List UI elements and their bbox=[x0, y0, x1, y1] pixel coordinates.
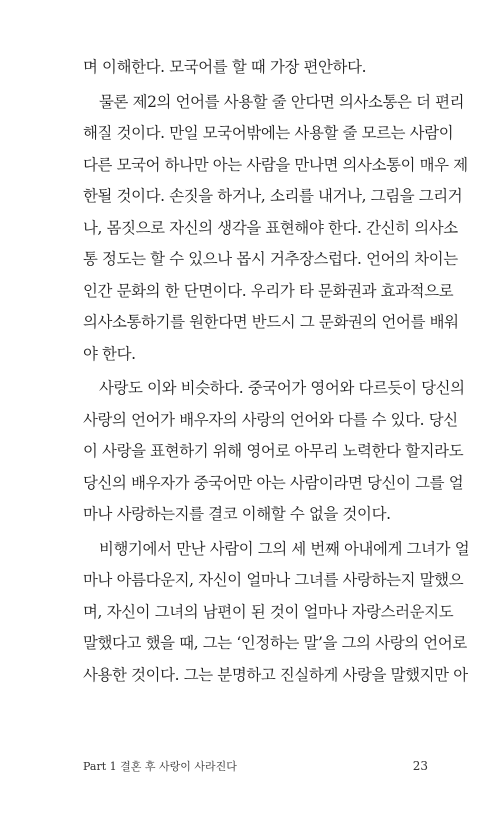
text-line: 당신의 배우자가 중국어만 아는 사람이라면 당신이 그를 얼 bbox=[83, 473, 464, 492]
text-line: 물론 제2의 언어를 사용할 줄 안다면 의사소통은 더 편리 bbox=[99, 92, 465, 111]
text-line: 야 한다. bbox=[83, 344, 136, 363]
text-line: 마나 아름다운지, 자신이 얼마나 그녀를 사랑하는지 말했으 bbox=[83, 571, 464, 589]
text-line: 며 이해한다. 모국어를 할 때 가장 편안하다. bbox=[83, 58, 367, 76]
text-line: 마나 사랑하는지를 결코 이해할 수 없을 것이다. bbox=[83, 505, 391, 523]
text-line: 말했다고 했을 때, 그는 ‘인정하는 말’을 그의 사랑의 언어로 bbox=[83, 634, 467, 652]
text-line: 의사소통하기를 원한다면 반드시 그 문화권의 언어를 배워 bbox=[83, 313, 459, 331]
page-number: 23 bbox=[412, 759, 428, 773]
text-line: 나, 몸짓으로 자신의 생각을 표현해야 한다. 간신히 의사소 bbox=[83, 218, 458, 237]
text-line: 비행기에서 만난 사람이 그의 세 번째 아내에게 그녀가 얼 bbox=[99, 539, 470, 558]
text-line: 통 정도는 할 수 있으나 몹시 거추장스럽다. 언어의 차이는 bbox=[83, 250, 458, 268]
text-line: 한될 것이다. 손짓을 하거나, 소리를 내거나, 그림을 그리거 bbox=[83, 187, 463, 205]
text-line: 다른 모국어 하나만 아는 사람을 만나면 의사소통이 매우 제 bbox=[83, 155, 468, 174]
text-line: 인간 문화의 한 단면이다. 우리가 타 문화권과 효과적으로 bbox=[83, 281, 454, 300]
text-line: 사용한 것이다. 그는 분명하고 진실하게 사랑을 말했지만 아 bbox=[83, 665, 468, 684]
text-line: 사랑도 이와 비슷하다. 중국어가 영어와 다르듯이 당신의 bbox=[99, 379, 465, 397]
running-head: Part 1 결혼 후 사랑이 사라진다 bbox=[83, 760, 237, 773]
text-line: 해질 것이다. 만일 모국어밖에는 사용할 줄 모르는 사람이 bbox=[83, 124, 454, 142]
body-text bbox=[83, 52, 470, 691]
text-line: 며, 자신이 그녀의 남편이 된 것이 얼마나 자랑스러운지도 bbox=[83, 602, 454, 621]
text-line: 사랑의 언어가 배우자의 사랑의 언어와 다를 수 있다. 당신 bbox=[83, 410, 458, 429]
text-line: 이 사랑을 표현하기 위해 영어로 아무리 노력한다 할지라도 bbox=[83, 442, 464, 460]
